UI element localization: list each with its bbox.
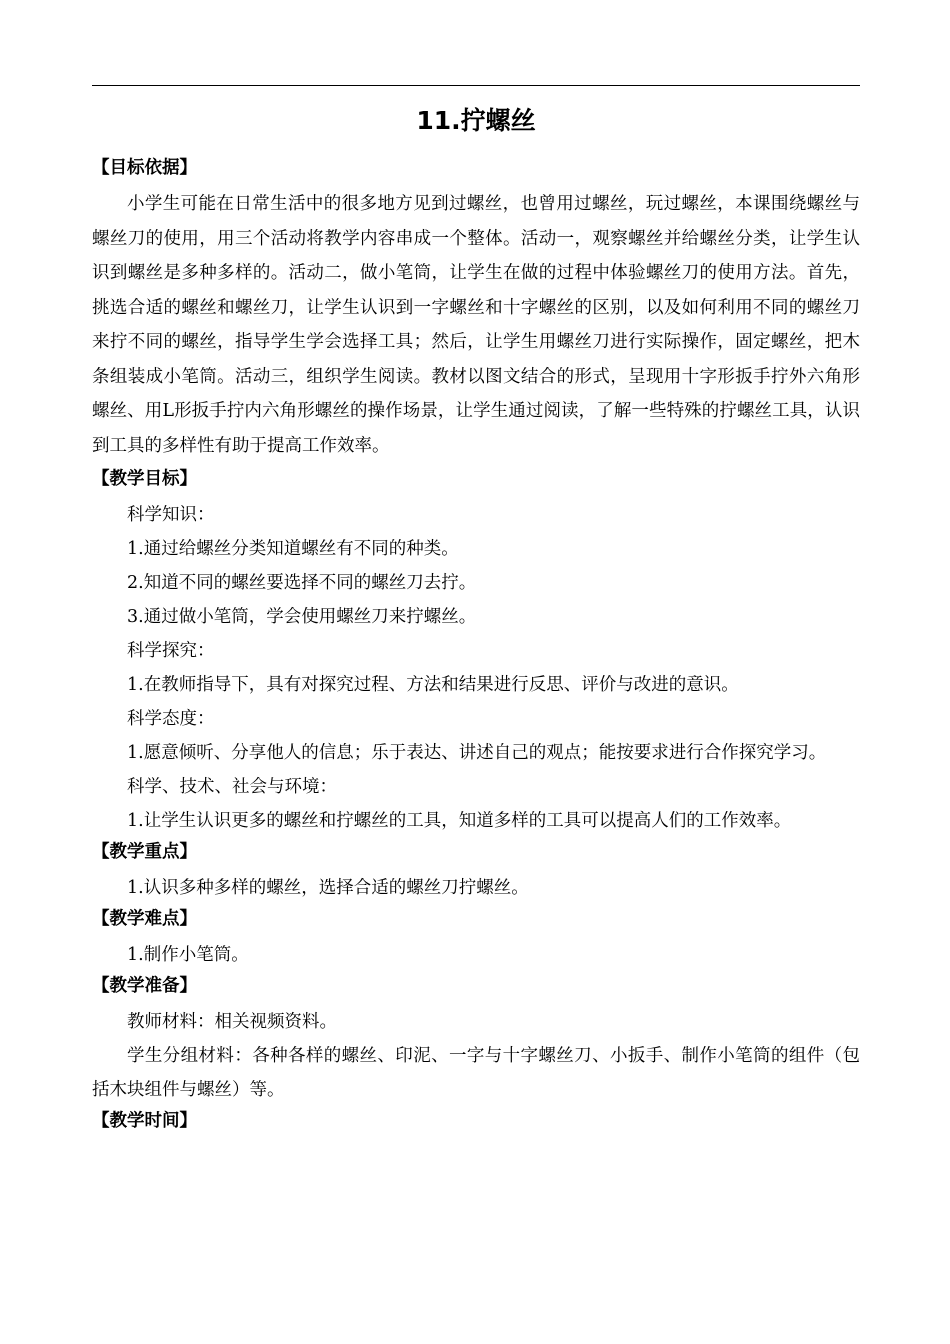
knowledge-item: 2.知道不同的螺丝要选择不同的螺丝刀去拧。 [127,573,477,593]
section-heading-difficulties: 【教学难点】 [92,909,197,929]
document-body [92,100,860,1140]
attitude-item: 1.愿意倾听、分享他人的信息；乐于表达、讲述自己的观点；能按要求进行合作探究学习。 [127,743,827,763]
basis-paragraph: 小学生可能在日常生活中的很多地方见到过螺丝，也曾用过螺丝，玩过螺丝，本课围绕螺丝与螺丝刀的使用，用三个活动将教学内容串成一个整体。活动一，观察螺丝并给螺丝分类，让学生认识到螺丝是多种多样的。活动二，做小笔筒，让学生在做的过程中体验螺丝刀的使用方法。首先，挑选合适的螺丝和螺丝刀，让学生认识到一字螺丝和十字螺丝的区别，以及如何利用不同的螺丝刀来拧不同的螺丝，指导学生学会选择工具；然后，让学生用螺丝刀进行实际操作，固定螺丝，把木条组装成小笔筒。活动三，组织学生阅读。教材以图文结合的形式，呈现用十字形扳手拧外六角形螺丝、用L形扳手拧内六角形螺丝的操作场景，让学生通过阅读，了解一些特殊的拧螺丝工具，认识到工具的多样性有助于提高工作效率。 [92,194,860,456]
key-point-item: 1.认识多种多样的螺丝，选择合适的螺丝刀拧螺丝。 [127,878,529,898]
knowledge-label: 科学知识： [127,505,215,525]
knowledge-item: 1.通过给螺丝分类知道螺丝有不同的种类。 [127,539,459,559]
inquiry-label: 科学探究： [127,641,215,661]
section-heading-key-points: 【教学重点】 [92,842,197,862]
section-heading-objectives: 【教学目标】 [92,469,197,489]
sts-label: 科学、技术、社会与环境： [127,777,337,797]
attitude-label: 科学态度： [127,709,215,729]
student-materials: 学生分组材料：各种各样的螺丝、印泥、一字与十字螺丝刀、小扳手、制作小笔筒的组件（包括木块组件与螺丝）等。 [92,1046,860,1100]
section-heading-time: 【教学时间】 [92,1111,197,1131]
knowledge-item: 3.通过做小笔筒，学会使用螺丝刀来拧螺丝。 [127,607,477,627]
section-heading-basis: 【目标依据】 [92,158,197,178]
difficulty-item: 1.制作小笔筒。 [127,945,249,965]
section-heading-preparation: 【教学准备】 [92,976,197,996]
header-rule [92,85,860,86]
teacher-materials: 教师材料：相关视频资料。 [127,1012,337,1032]
inquiry-item: 1.在教师指导下，具有对探究过程、方法和结果进行反思、评价与改进的意识。 [127,675,739,695]
sts-item: 1.让学生认识更多的螺丝和拧螺丝的工具，知道多样的工具可以提高人们的工作效率。 [127,811,792,831]
page-title: 11.拧螺丝 [416,106,536,135]
